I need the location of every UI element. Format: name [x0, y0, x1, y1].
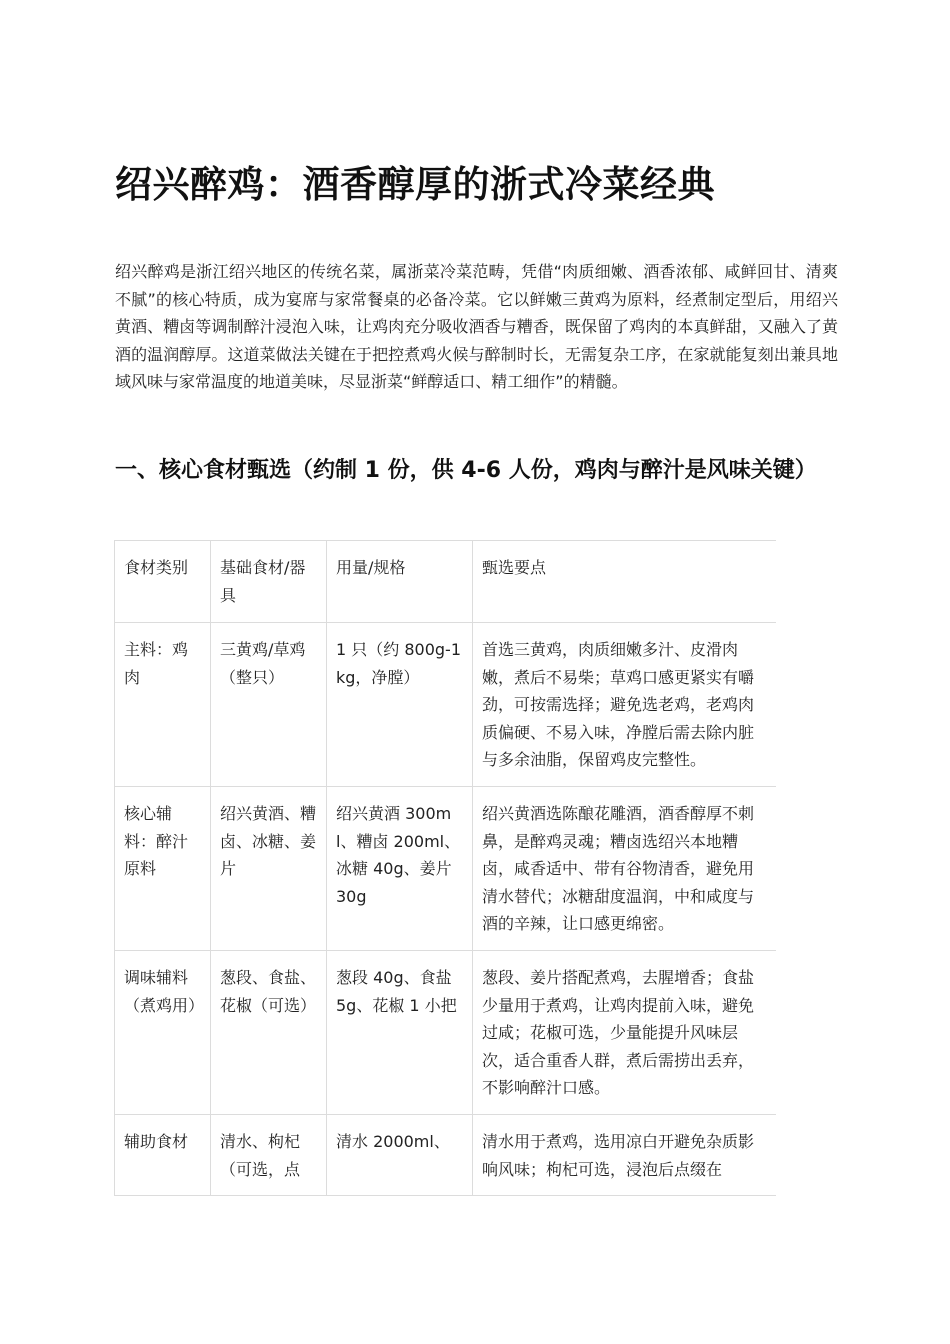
cell-items: 绍兴黄酒、糟卤、冰糖、姜片 [211, 786, 327, 950]
intro-paragraph: 绍兴醉鸡是浙江绍兴地区的传统名菜，属浙菜冷菜范畴，凭借“肉质细嫩、酒香浓郁、咸鲜回甘、清爽不腻”的核心特质，成为宴席与家常餐桌的必备冷菜。它以鲜嫩三黄鸡为原料，经煮制定型后，用绍兴黄酒、糟卤等调制醉汁浸泡入味，让鸡肉充分吸收酒香与糟香，既保留了鸡肉的本真鲜甜，又融入了黄酒的温润醇厚。这道菜做法关键在于把控煮鸡火候与醉制时长，无需复杂工序，在家就能复刻出兼具地域风味与家常温度的地道美味，尽显浙菜“鲜醇适口、精工细作”的精髓。 [115, 262, 838, 392]
column-header-items: 基础食材/器具 [211, 541, 327, 623]
table-row [115, 786, 777, 950]
table-row [115, 623, 777, 787]
cell-notes: 葱段、姜片搭配煮鸡，去腥增香；食盐少量用于煮鸡，让鸡肉提前入味，避免过咸；花椒可选，少量能提升风味层次，适合重香人群，煮后需捞出丢弃，不影响醉汁口感。 [473, 950, 777, 1114]
section-heading-ingredients: 一、核心食材甄选（约制 1 份，供 4-6 人份，鸡肉与醉汁是风味关键） [115, 458, 817, 483]
table-header-row [115, 541, 777, 623]
cell-category: 辅助食材 [115, 1114, 211, 1195]
cell-amount: 1 只（约 800g-1kg，净膛） [327, 623, 473, 787]
cell-notes: 首选三黄鸡，肉质细嫩多汁、皮滑肉嫩，煮后不易柴；草鸡口感更紧实有嚼劲，可按需选择；避免选老鸡，老鸡肉质偏硬、不易入味，净膛后需去除内脏与多余油脂，保留鸡皮完整性。 [473, 623, 777, 787]
cell-items: 三黄鸡/草鸡（整只） [211, 623, 327, 787]
cell-category: 核心辅料：醉汁原料 [115, 786, 211, 950]
cell-items: 清水、枸杞（可选，点 [211, 1114, 327, 1195]
column-header-amount: 用量/规格 [327, 541, 473, 623]
ingredients-table [114, 540, 776, 1196]
table-row [115, 1114, 777, 1195]
table-row [115, 950, 777, 1114]
ingredients-table-container [114, 540, 776, 1217]
page-title: 绍兴醉鸡：酒香醇厚的浙式冷菜经典 [115, 163, 715, 206]
cell-notes: 清水用于煮鸡，选用凉白开避免杂质影响风味；枸杞可选，浸泡后点缀在 [473, 1114, 777, 1195]
cell-amount: 清水 2000ml、 [327, 1114, 473, 1195]
cell-notes: 绍兴黄酒选陈酿花雕酒，酒香醇厚不刺鼻，是醉鸡灵魂；糟卤选绍兴本地糟卤，咸香适中、带有谷物清香，避免用清水替代；冰糖甜度温润，中和咸度与酒的辛辣，让口感更绵密。 [473, 786, 777, 950]
cell-category: 主料：鸡肉 [115, 623, 211, 787]
cell-amount: 绍兴黄酒 300ml、糟卤 200ml、冰糖 40g、姜片 30g [327, 786, 473, 950]
column-header-category: 食材类别 [115, 541, 211, 623]
cell-items: 葱段、食盐、花椒（可选） [211, 950, 327, 1114]
cell-amount: 葱段 40g、食盐 5g、花椒 1 小把 [327, 950, 473, 1114]
cell-category: 调味辅料（煮鸡用） [115, 950, 211, 1114]
column-header-notes: 甄选要点 [473, 541, 777, 623]
